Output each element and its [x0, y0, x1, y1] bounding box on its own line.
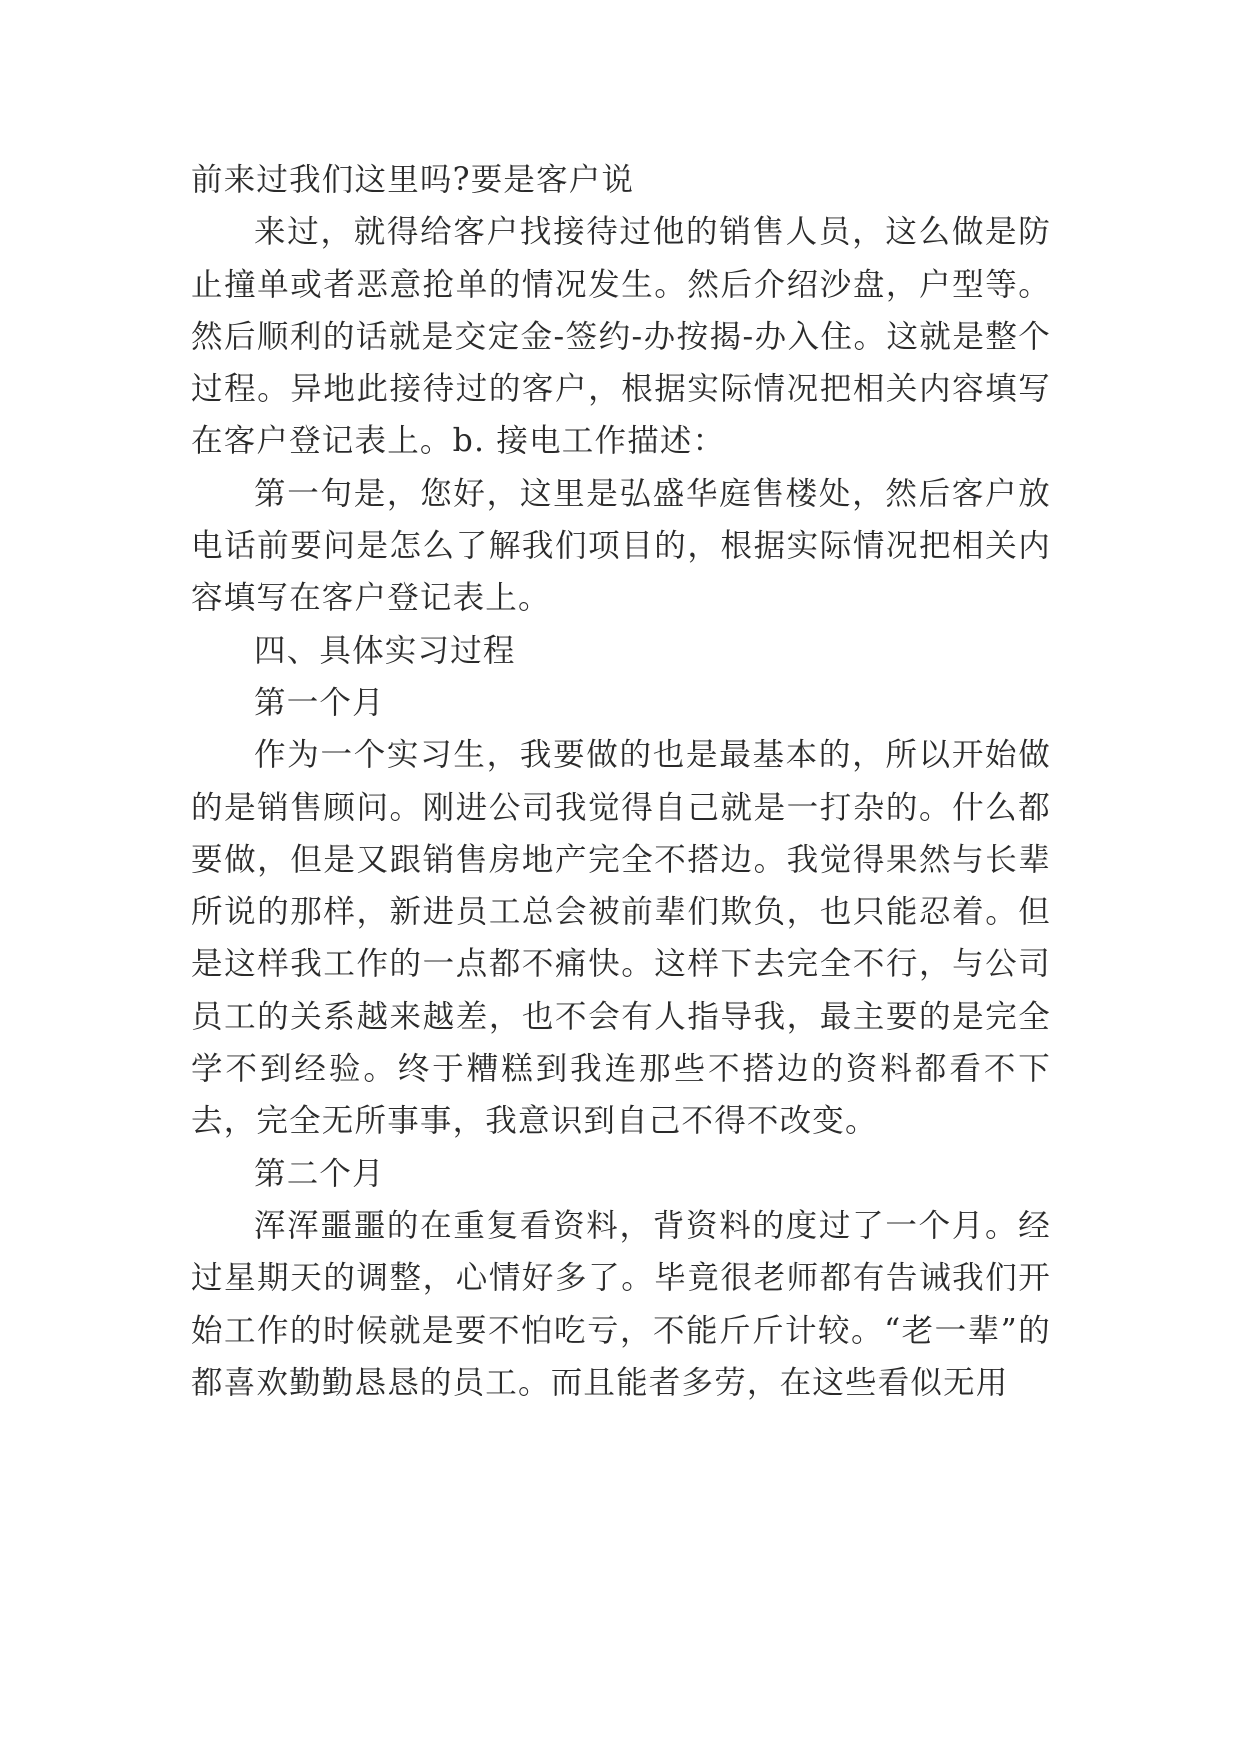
document-body	[191, 154, 1051, 1409]
paragraph-0: 前来过我们这里吗?要是客户说	[191, 162, 635, 198]
subheading-month-2: 第二个月	[254, 1155, 385, 1192]
section-heading: 四、具体实习过程	[254, 632, 516, 669]
paragraph-1: 来过，就得给客户找接待过他的销售人员，这么做是防止撞单或者恶意抢单的情况发生。然后介绍沙盘，户型等。然后顺利的话就是交定金-签约-办按揭-办入住。这就是整个过程。异地此接待过的客户，根据实际情况把相关内容填写在客户登记表上。b. 接电工作描述：	[191, 214, 1051, 460]
subheading-month-1: 第一个月	[254, 684, 385, 721]
paragraph-5: 作为一个实习生，我要做的也是最基本的，所以开始做的是销售顾问。刚进公司我觉得自己就是一打杂的。什么都要做，但是又跟销售房地产完全不搭边。我觉得果然与长辈所说的那样，新进员工总会被前辈们欺负，也只能忍着。但是这样我工作的一点都不痛快。这样下去完全不行，与公司员工的关系越来越差，也不会有人指导我，最主要的是完全学不到经验。终于糟糕到我连那些不搭边的资料都看不下去，完全无所事事，我意识到自己不得不改变。	[191, 737, 1051, 1140]
paragraph-7: 浑浑噩噩的在重复看资料，背资料的度过了一个月。经过星期天的调整，心情好多了。毕竟很老师都有告诫我们开始工作的时候就是要不怕吃亏，不能斤斤计较。“老一辈”的都喜欢勤勤恳恳的员工。而且能者多劳，在这些看似无用	[191, 1207, 1051, 1401]
paragraph-2: 第一句是，您好，这里是弘盛华庭售楼处，然后客户放电话前要问是怎么了解我们项目的，根据实际情况把相关内容填写在客户登记表上。	[191, 475, 1051, 617]
